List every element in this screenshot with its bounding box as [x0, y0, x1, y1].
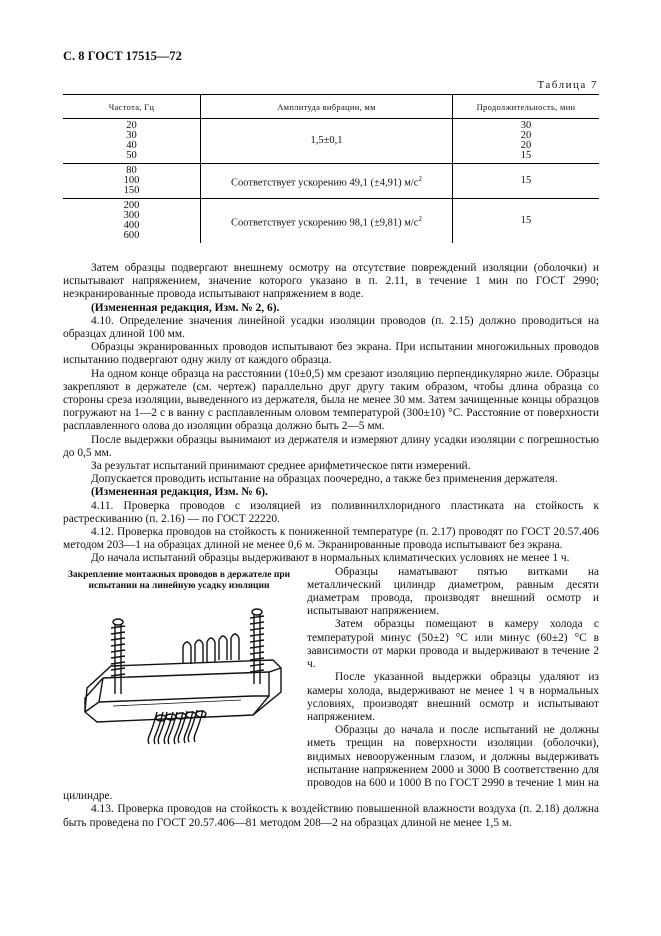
- cell-value: 80: [126, 165, 137, 176]
- cell-value: Соответствует ускорению 98,1 (±9,81) м/с: [231, 217, 419, 229]
- unit-exponent: 2: [418, 174, 422, 183]
- cell-value: 15: [520, 150, 532, 161]
- cell-value: 40: [126, 140, 137, 151]
- frequency-cell: [63, 164, 201, 199]
- paragraph: Образцы наматывают пятью витками на металлический цилиндр диаметром, равным десяти диаметрам провода, производят внешний осмотр и испытывают напряжением.: [307, 565, 599, 618]
- cell-value: 400: [123, 220, 140, 231]
- paragraph: Затем образцы подвергают внешнему осмотру на отсутствие повреждений изоляции (оболочки) и испытывают напряжением, значение которого указано в п. 2.11, в течение 1 мин по ГОСТ 2990; неэкранированные провода испытывают напряжением в воде.: [63, 262, 599, 301]
- column-header-duration: Продолжительность, мин: [453, 95, 600, 119]
- amplitude-cell: [201, 199, 453, 244]
- paragraph: Образцы экранированных проводов испытывают без экрана. При испытании многожильных проводов испытанию подвергают одну жилу от каждого образца.: [63, 341, 599, 367]
- paragraph: Образцы до начала и после испытаний не должны иметь трещин на поверхности изоляции (оболочки), видимых невооруженным глазом, и должны выдерживать испытание напряжением 2000 и 3000 В соответственно для проводов на 600 и 1000 В по ГОСТ 2990 в течение 1 мин на цилиндре.: [63, 724, 599, 803]
- figure-caption: Закрепление монтажных проводов в держателе при испытании на линейную усадку изоляции: [67, 569, 291, 591]
- unit-exponent: 2: [418, 214, 422, 223]
- frequency-cell: [63, 119, 201, 164]
- vibration-table: [63, 94, 599, 243]
- table-row: [63, 119, 599, 164]
- holder-drawing: [73, 602, 288, 777]
- cell-value: 30: [126, 130, 137, 141]
- body-text: [63, 262, 599, 830]
- duration-cell: [453, 199, 600, 244]
- page-header: С. 8 ГОСТ 17515—72: [63, 49, 182, 63]
- cell-value: 200: [123, 200, 140, 211]
- paragraph: 4.13. Проверка проводов на стойкость к воздействию повышенной влажности воздуха (п. 2.18) должна быть проведена по ГОСТ 20.57.406—81 методом 208—2 на образцах длиной не менее 1,5 м.: [63, 803, 599, 829]
- paragraph: Затем образцы помещают в камеру холода с температурой минус (50±2) °С или минус (60±2) °С в зависимости от марки провода и выдерживают в течение 2 ч.: [307, 618, 599, 671]
- cell-value: 20: [520, 130, 532, 141]
- cell-value: 300: [123, 210, 140, 221]
- frequency-cell: [63, 199, 201, 244]
- cell-value: 50: [126, 150, 137, 161]
- paragraph: 4.12. Проверка проводов на стойкость к пониженной температуре (п. 2.17) проводят по ГОСТ 20.57.406 методом 203—1 на образцах длиной не менее 0,6 м. Экранированные провода испытывают без экрана.: [63, 526, 599, 552]
- cell-value: 30: [520, 120, 532, 131]
- paragraph: За результат испытаний принимают среднее арифметическое пяти измерений.: [91, 460, 471, 473]
- duration-cell: [453, 119, 600, 164]
- cell-value: 20: [126, 120, 137, 131]
- column-header-frequency: Частота, Гц: [63, 95, 201, 119]
- cell-value: 150: [123, 185, 140, 196]
- figure: [59, 566, 299, 778]
- cell-value: 15: [520, 215, 532, 226]
- duration-cell: [453, 164, 600, 199]
- cell-value: 100: [123, 175, 140, 186]
- table-row: [63, 164, 599, 199]
- paragraph: После выдержки образцы вынимают из держателя и измеряют длину усадки изоляции с погрешностью до 0,5 мм.: [63, 433, 599, 459]
- paragraph: 4.11. Проверка проводов с изоляцией из поливинилхлоридного пластиката на стойкость к растрескиванию (п. 2.16) — по ГОСТ 22220.: [63, 499, 599, 525]
- table-caption: Таблица 7: [537, 79, 598, 91]
- table-row: [63, 199, 599, 244]
- cell-value: 600: [123, 230, 140, 241]
- amendment-note: (Измененная редакция, Изм. № 2, 6).: [91, 301, 280, 314]
- paragraph: До начала испытаний образцы выдерживают в нормальных климатических условиях не менее 1 ч.: [91, 552, 570, 565]
- paragraph: Допускается проводить испытание на образцах поочередно, а также без применения держателя.: [91, 473, 558, 486]
- paragraph: 4.10. Определение значения линейной усадки изоляции проводов (п. 2.15) должно проводиться на образцах длиной 100 мм.: [63, 314, 599, 341]
- amplitude-cell: [201, 119, 453, 164]
- cell-value: 1,5±0,1: [310, 135, 343, 146]
- cell-value: Соответствует ускорению 49,1 (±4,91) м/с: [231, 177, 419, 189]
- cell-value: 20: [520, 140, 532, 151]
- amplitude-cell: [201, 164, 453, 199]
- paragraph: На одном конце образца на расстоянии (10±0,5) мм срезают изоляцию перпендикулярно жиле. Образцы закрепляют в держателе (см. чертеж) параллельно друг другу таким образом, чтобы длина образца со стороны среза изоляции, выведенного из держателя, была не менее 30 мм. Затем зачищенные концы образцов погружают на 1—2 с в ванну с расплавленным оловом температурой (300±10) °С. Расстояние от поверхности расплавленного олова до изоляции образца должно быть 2—5 мм.: [63, 367, 599, 433]
- cell-value: 15: [520, 175, 532, 186]
- column-header-amplitude: Амплитуда вибрации, мм: [201, 95, 453, 119]
- amendment-note: (Измененная редакция, Изм. № 6).: [91, 486, 268, 499]
- paragraph: После указанной выдержки образцы удаляют из камеры холода, выдерживают не менее 1 ч в нормальных условиях, производят внешний осмотр и испытывают напряжением.: [307, 671, 599, 723]
